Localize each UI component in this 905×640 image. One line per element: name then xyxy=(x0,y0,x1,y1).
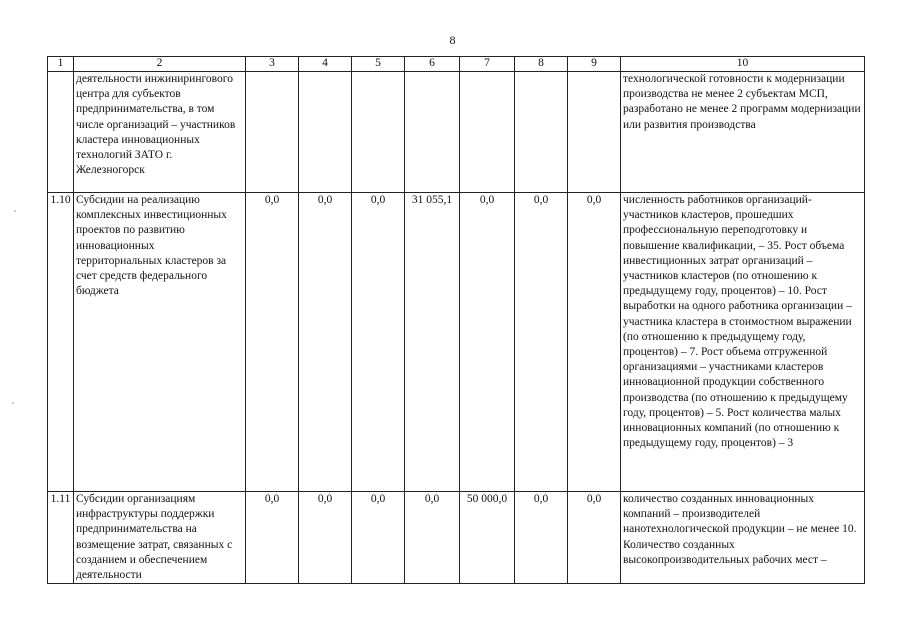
column-number-header xyxy=(48,57,865,72)
scan-speck xyxy=(14,210,16,212)
value-cell: 0,0 xyxy=(460,193,515,492)
header-cell: 8 xyxy=(515,57,568,72)
value-cell: 0,0 xyxy=(352,193,405,492)
row-number: 1.11 xyxy=(48,492,74,584)
value-cell xyxy=(460,72,515,193)
expected-result: количество созданных инновационных компаний – производителей нанотехнологической продукции – не менее 10. Количество созданных высокопроизводительных рабочих мест – xyxy=(621,492,865,584)
table-row xyxy=(48,492,865,584)
value-cell: 0,0 xyxy=(515,492,568,584)
table-row xyxy=(48,193,865,492)
scan-speck xyxy=(12,402,14,404)
page-number: 8 xyxy=(449,33,456,47)
value-cell: 0,0 xyxy=(568,193,621,492)
value-cell: 0,0 xyxy=(246,492,299,584)
measure-name: Субсидии организациям инфраструктуры поддержки предпринимательства на возмещение затрат, связанных с созданием и обеспечением деятельности xyxy=(74,492,246,584)
header-cell: 3 xyxy=(246,57,299,72)
table-row xyxy=(48,72,865,193)
value-cell xyxy=(246,72,299,193)
value-cell: 0,0 xyxy=(352,492,405,584)
header-cell: 9 xyxy=(568,57,621,72)
row-number: 1.10 xyxy=(48,193,74,492)
measure-name: деятельности инжинирингового центра для субъектов предпринимательства, в том числе организаций – участников кластера инновационных технологий ЗАТО г. Железногорск xyxy=(74,72,246,193)
value-cell xyxy=(515,72,568,193)
value-cell xyxy=(352,72,405,193)
header-cell: 2 xyxy=(74,57,246,72)
row-number xyxy=(48,72,74,193)
expected-result: технологической готовности к модернизации производства не менее 2 субъектам МСП, разработано не менее 2 программ модернизации или развития производства xyxy=(621,72,865,193)
measure-name: Субсидии на реализацию комплексных инвестиционных проектов по развитию инновационных территориальных кластеров за счет средств федерального бюджета xyxy=(74,193,246,492)
value-cell: 0,0 xyxy=(515,193,568,492)
expected-result: численность работников организаций-участников кластеров, прошедших профессиональную переподготовку и повышение квалификации, – 35. Рост объема инвестиционных затрат организаций – участников кластеров (по отношению к предыдущему году, процентов) – 10. Рост выработки на одного работника организации – участника кластера в стоимостном выражении (по отношению к предыдущему году, процентов) – 7. Рост объема отгруженной организациями – участниками кластеров инновационной продукции собственного производства (по отношению к предыдущему году, процентов) – 5. Рост количества малых инновационных компаний (по отношению к предыдущему году, процентов) – 3 xyxy=(621,193,865,492)
value-cell: 31 055,1 xyxy=(405,193,460,492)
value-cell xyxy=(299,72,352,193)
value-cell xyxy=(405,72,460,193)
value-cell xyxy=(568,72,621,193)
header-cell: 4 xyxy=(299,57,352,72)
value-cell: 0,0 xyxy=(405,492,460,584)
header-cell: 6 xyxy=(405,57,460,72)
header-cell: 10 xyxy=(621,57,865,72)
header-cell: 7 xyxy=(460,57,515,72)
value-cell: 0,0 xyxy=(299,492,352,584)
value-cell: 0,0 xyxy=(246,193,299,492)
header-cell: 5 xyxy=(352,57,405,72)
value-cell: 0,0 xyxy=(299,193,352,492)
value-cell: 50 000,0 xyxy=(460,492,515,584)
header-cell: 1 xyxy=(48,57,74,72)
value-cell: 0,0 xyxy=(568,492,621,584)
program-table xyxy=(47,56,865,584)
